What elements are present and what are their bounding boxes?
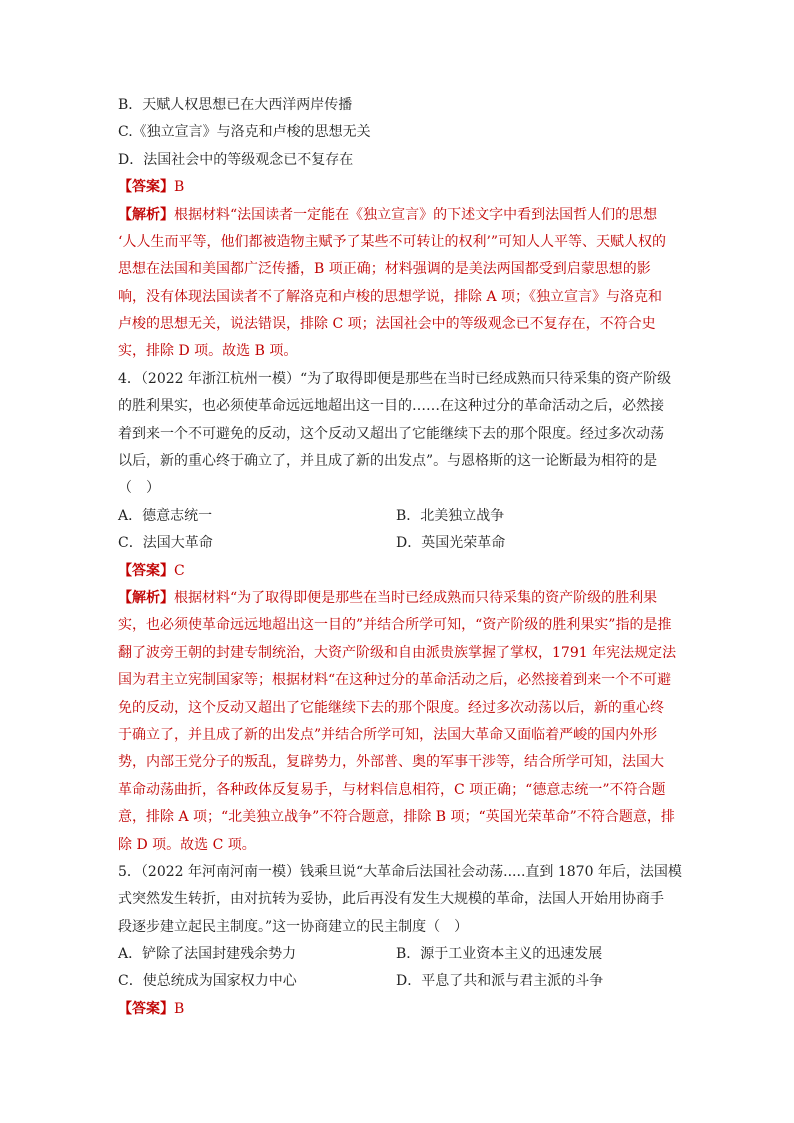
prev-option-c: C.《独立宣言》与洛克和卢梭的思想无关 xyxy=(118,124,371,140)
explanation-tag: 【解析】 xyxy=(118,590,174,606)
answer-tag: 【答案】 xyxy=(118,1001,174,1017)
q4-explanation-line: 国为君主立宪制国家等；根据材料“在这种过分的革命活动之后，必然接着到来一个不可避 xyxy=(118,672,672,688)
q4-explanation-line: 翻了波旁王朝的封建专制统治，大资产阶级和自由派贵族掌握了掌权，1791 年宪法规定法 xyxy=(118,645,677,661)
q5-answer xyxy=(118,999,184,1019)
prev-option-d: D．法国社会中的等级观念已不复存在 xyxy=(118,152,354,168)
q4-explanation-line: 除 D 项。故选 C 项。 xyxy=(118,837,256,853)
q5-stem-line: 5．（2022 年河南河南一模）钱乘旦说“大革命后法国社会动荡.....直到 1870 年后，法国模 xyxy=(118,864,682,880)
q5-option-b: B．源于工业资本主义的迅速发展 xyxy=(396,946,603,962)
q4-answer xyxy=(118,561,185,581)
q4-stem-line: 以后，新的重心终于确立了，并且成了新的出发点”。与恩格斯的这一论断最为相符的是 xyxy=(118,453,658,469)
q4-stem-line: 4．（2022 年浙江杭州一模）“为了取得即便是那些在当时已经成熟而只待采集的资产阶级 xyxy=(118,371,672,387)
answer-value: B xyxy=(174,1001,185,1017)
q4-explanation-line: 【解析】根据材料“为了取得即便是那些在当时已经成熟而只待采集的资产阶级的胜利果 xyxy=(118,590,658,606)
q4-explanation-line: 免的反动，这个反动又超出了它能继续下去的那个限度。经过多次动荡以后，新的重心终 xyxy=(118,700,664,716)
q4-stem-line: 着到来一个不可避免的反动，这个反动又超出了它能继续下去的那个限度。经过多次动荡 xyxy=(118,426,664,442)
prev-explanation-line: 响，没有体现法国读者不了解洛克和卢梭的思想学说，排除 A 项；《独立宣言》与洛克和 xyxy=(118,289,663,305)
q5-stem-line: 段逐步建立起民主制度。”这一协商建立的民主制度（ ） xyxy=(118,919,469,935)
q4-explanation-line: 意，排除 A 项；“北美独立战争”不符合题意，排除 B 项；“英国光荣革命”不符合题意，排 xyxy=(118,809,675,825)
prev-option-b: B．天赋人权思想已在大西洋两岸传播 xyxy=(118,97,353,113)
q4-stem-line: （ ） xyxy=(118,480,160,496)
prev-explanation-line: 【解析】根据材料“法国读者一定能在《独立宣言》的下述文字中看到法国哲人们的思想 xyxy=(118,207,658,223)
answer-tag: 【答案】 xyxy=(118,563,174,579)
answer-tag: 【答案】 xyxy=(118,179,174,195)
explanation-tag: 【解析】 xyxy=(118,207,174,223)
answer-value: C xyxy=(174,563,185,579)
q5-option-c: C．使总统成为国家权力中心 xyxy=(118,973,297,989)
prev-explanation-line: ‘人人生而平等，他们都被造物主赋予了某些不可转让的权利’”可知人人平等、天赋人权的 xyxy=(118,234,667,250)
q4-option-c: C．法国大革命 xyxy=(118,535,213,551)
answer-value: B xyxy=(174,179,185,195)
q5-stem-line: 式突然发生转折，由对抗转为妥协，此后再没有发生大规模的革命，法国人开始用协商手 xyxy=(118,891,664,907)
q4-explanation-line: 于确立了，并且成了新的出发点”并结合所学可知，法国大革命又面临着严峻的国内外形 xyxy=(118,727,658,743)
q4-options-row-1 xyxy=(118,506,212,526)
prev-answer xyxy=(118,177,184,197)
q5-option-a: A．铲除了法国封建残余势力 xyxy=(118,946,297,962)
q4-explanation-line: 实，也必须使革命远远地超出这一目的”并结合所学可知，“资产阶级的胜利果实”指的是推 xyxy=(118,617,672,633)
prev-explanation-line: 思想在法国和美国都广泛传播，B 项正确；材料强调的是美法两国都受到启蒙思想的影 xyxy=(118,261,651,277)
prev-explanation-line: 卢梭的思想无关，说法错误，排除 C 项；法国社会中的等级观念已不复存在，不符合史 xyxy=(118,316,656,332)
q4-explanation-line: 势，内部王党分子的叛乱，复辟势力，外部普、奥的军事干涉等，结合所学可知，法国大 xyxy=(118,754,664,770)
q4-option-b: B．北美独立战争 xyxy=(396,508,505,524)
q4-option-d: D．英国光荣革命 xyxy=(396,535,506,551)
q4-option-a: A．德意志统一 xyxy=(118,508,213,524)
q5-option-d: D．平息了共和派与君主派的斗争 xyxy=(396,973,604,989)
q4-explanation-line: 革命动荡曲折，各种政体反复易手，与材料信息相符，C 项正确；“德意志统一”不符合题 xyxy=(118,782,666,798)
prev-explanation-line: 实，排除 D 项。故选 B 项。 xyxy=(118,343,298,359)
q4-stem-line: 的胜利果实，也必须使革命远远地超出这一目的……在这种过分的革命活动之后，必然接 xyxy=(118,398,664,414)
